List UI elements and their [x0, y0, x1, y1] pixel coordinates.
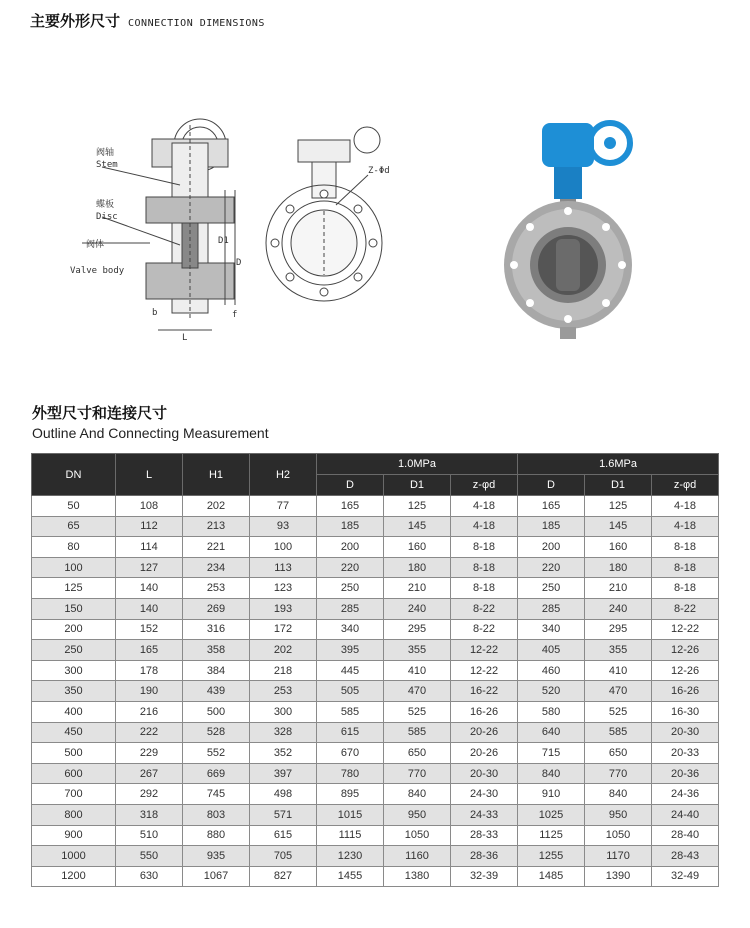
table-cell: 1050	[384, 825, 451, 846]
group-1-6mpa: 1.6MPa	[518, 454, 719, 475]
table-cell: 8-22	[451, 619, 518, 640]
table-cell: 125	[585, 496, 652, 517]
table-cell: 193	[250, 598, 317, 619]
table-cell: 285	[317, 598, 384, 619]
table-cell: 470	[384, 681, 451, 702]
table-cell: 250	[518, 578, 585, 599]
col-d-1-6mpa: D	[518, 475, 585, 496]
table-cell: 4-18	[451, 516, 518, 537]
top-heading-en: CONNECTION DIMENSIONS	[128, 18, 265, 29]
table-cell: 715	[518, 743, 585, 764]
table-cell: 16-22	[451, 681, 518, 702]
table-cell: 1255	[518, 846, 585, 867]
table-cell: 450	[32, 722, 116, 743]
table-cell: 585	[317, 701, 384, 722]
table-row	[32, 537, 719, 558]
table-cell: 395	[317, 640, 384, 661]
table-cell: 220	[317, 557, 384, 578]
table-cell: 213	[183, 516, 250, 537]
table-cell: 24-30	[451, 784, 518, 805]
table-cell: 125	[32, 578, 116, 599]
table-heading	[32, 402, 269, 441]
table-cell: 1160	[384, 846, 451, 867]
table-heading-cn: 外型尺寸和连接尺寸	[32, 404, 168, 422]
table-cell: 300	[250, 701, 317, 722]
table-cell: 300	[32, 660, 116, 681]
table-cell: 505	[317, 681, 384, 702]
table-cell: 127	[116, 557, 183, 578]
table-cell: 640	[518, 722, 585, 743]
table-cell: 1015	[317, 804, 384, 825]
label-body-cn: 阀体	[86, 240, 105, 250]
table-cell: 880	[183, 825, 250, 846]
table-cell: 585	[585, 722, 652, 743]
table-cell: 4-18	[652, 516, 719, 537]
table-cell: 125	[384, 496, 451, 517]
front-view-drawing	[266, 127, 382, 301]
table-cell: 180	[384, 557, 451, 578]
table-cell: 669	[183, 763, 250, 784]
table-cell: 20-36	[652, 763, 719, 784]
table-cell: 900	[32, 825, 116, 846]
table-cell: 445	[317, 660, 384, 681]
table-cell: 827	[250, 866, 317, 887]
table-cell: 410	[585, 660, 652, 681]
table-cell: 1050	[585, 825, 652, 846]
table-cell: 705	[250, 846, 317, 867]
table-cell: 285	[518, 598, 585, 619]
table-cell: 1390	[585, 866, 652, 887]
table-row	[32, 660, 719, 681]
table-cell: 269	[183, 598, 250, 619]
table-cell: 20-26	[451, 743, 518, 764]
table-cell: 950	[384, 804, 451, 825]
table-cell: 615	[250, 825, 317, 846]
table-cell: 112	[116, 516, 183, 537]
table-cell: 16-26	[451, 701, 518, 722]
table-cell: 28-43	[652, 846, 719, 867]
table-row	[32, 743, 719, 764]
table-cell: 200	[518, 537, 585, 558]
table-cell: 780	[317, 763, 384, 784]
table-cell: 615	[317, 722, 384, 743]
table-body	[32, 496, 719, 887]
table-row	[32, 701, 719, 722]
table-cell: 28-33	[451, 825, 518, 846]
table-cell: 234	[183, 557, 250, 578]
table-cell: 550	[116, 846, 183, 867]
table-cell: 500	[32, 743, 116, 764]
table-cell: 200	[317, 537, 384, 558]
table-cell: 140	[116, 578, 183, 599]
table-cell: 220	[518, 557, 585, 578]
table-cell: 1170	[585, 846, 652, 867]
table-cell: 200	[32, 619, 116, 640]
table-cell: 650	[585, 743, 652, 764]
table-cell: 222	[116, 722, 183, 743]
table-cell: 267	[116, 763, 183, 784]
table-cell: 840	[518, 763, 585, 784]
valve-drawings-svg	[30, 95, 710, 355]
table-cell: 520	[518, 681, 585, 702]
table-cell: 498	[250, 784, 317, 805]
table-cell: 1230	[317, 846, 384, 867]
table-cell: 745	[183, 784, 250, 805]
table-cell: 1380	[384, 866, 451, 887]
label-d1: D1	[218, 236, 229, 246]
table-cell: 16-30	[652, 701, 719, 722]
table-cell: 229	[116, 743, 183, 764]
table-cell: 160	[585, 537, 652, 558]
table-cell: 152	[116, 619, 183, 640]
table-cell: 405	[518, 640, 585, 661]
table-cell: 12-22	[451, 660, 518, 681]
table-cell: 8-18	[652, 578, 719, 599]
table-cell: 20-30	[451, 763, 518, 784]
table-cell: 12-26	[652, 640, 719, 661]
table-cell: 1125	[518, 825, 585, 846]
table-row	[32, 681, 719, 702]
table-cell: 77	[250, 496, 317, 517]
table-cell: 840	[585, 784, 652, 805]
table-cell: 210	[384, 578, 451, 599]
table-cell: 585	[384, 722, 451, 743]
col-h1: H1	[183, 454, 250, 496]
table-cell: 145	[384, 516, 451, 537]
table-cell: 935	[183, 846, 250, 867]
table-cell: 210	[585, 578, 652, 599]
table-cell: 510	[116, 825, 183, 846]
table-cell: 240	[384, 598, 451, 619]
table-cell: 1115	[317, 825, 384, 846]
label-stem-en: Stem	[96, 160, 118, 170]
table-cell: 525	[585, 701, 652, 722]
label-body-en: Valve body	[70, 266, 125, 276]
table-cell: 12-22	[451, 640, 518, 661]
table-cell: 150	[32, 598, 116, 619]
table-cell: 358	[183, 640, 250, 661]
table-cell: 8-22	[451, 598, 518, 619]
label-disc-cn: 蝶板	[96, 200, 115, 210]
table-cell: 28-36	[451, 846, 518, 867]
table-row	[32, 825, 719, 846]
label-b: b	[152, 308, 158, 318]
table-cell: 12-22	[652, 619, 719, 640]
table-cell: 202	[183, 496, 250, 517]
table-cell: 439	[183, 681, 250, 702]
table-cell: 770	[384, 763, 451, 784]
table-cell: 950	[585, 804, 652, 825]
valve-drawings	[30, 95, 710, 355]
table-cell: 24-40	[652, 804, 719, 825]
table-cell: 580	[518, 701, 585, 722]
table-cell: 460	[518, 660, 585, 681]
table-cell: 295	[585, 619, 652, 640]
table-cell: 28-40	[652, 825, 719, 846]
col-d1-1-6mpa: D1	[585, 475, 652, 496]
table-cell: 185	[518, 516, 585, 537]
table-cell: 190	[116, 681, 183, 702]
table-cell: 185	[317, 516, 384, 537]
table-row	[32, 763, 719, 784]
table-cell: 384	[183, 660, 250, 681]
table-cell: 8-18	[451, 578, 518, 599]
table-cell: 410	[384, 660, 451, 681]
table-cell: 100	[32, 557, 116, 578]
table-cell: 770	[585, 763, 652, 784]
table-row	[32, 496, 719, 517]
valve-photo	[504, 123, 632, 339]
table-cell: 316	[183, 619, 250, 640]
table-cell: 24-33	[451, 804, 518, 825]
table-cell: 670	[317, 743, 384, 764]
table-cell: 600	[32, 763, 116, 784]
table-cell: 528	[183, 722, 250, 743]
table-cell: 253	[183, 578, 250, 599]
table-cell: 895	[317, 784, 384, 805]
table-cell: 216	[116, 701, 183, 722]
table-row	[32, 846, 719, 867]
table-row	[32, 619, 719, 640]
table-cell: 24-36	[652, 784, 719, 805]
group-1mpa: 1.0MPa	[317, 454, 518, 475]
table-cell: 20-33	[652, 743, 719, 764]
table-cell: 8-18	[652, 557, 719, 578]
table-cell: 4-18	[451, 496, 518, 517]
table-cell: 16-26	[652, 681, 719, 702]
table-cell: 8-18	[451, 537, 518, 558]
table-row	[32, 784, 719, 805]
table-cell: 1200	[32, 866, 116, 887]
table-cell: 552	[183, 743, 250, 764]
table-cell: 328	[250, 722, 317, 743]
table-row	[32, 557, 719, 578]
table-cell: 221	[183, 537, 250, 558]
table-cell: 295	[384, 619, 451, 640]
table-cell: 630	[116, 866, 183, 887]
table-cell: 340	[317, 619, 384, 640]
col-h2: H2	[250, 454, 317, 496]
table-cell: 350	[32, 681, 116, 702]
table-cell: 470	[585, 681, 652, 702]
table-cell: 8-18	[652, 537, 719, 558]
table-cell: 108	[116, 496, 183, 517]
table-cell: 165	[116, 640, 183, 661]
table-cell: 525	[384, 701, 451, 722]
table-cell: 165	[317, 496, 384, 517]
table-cell: 253	[250, 681, 317, 702]
label-disc-en: Disc	[96, 212, 118, 222]
table-cell: 20-26	[451, 722, 518, 743]
table-row	[32, 516, 719, 537]
table-cell: 114	[116, 537, 183, 558]
table-cell: 93	[250, 516, 317, 537]
table-cell: 8-18	[451, 557, 518, 578]
table-row	[32, 722, 719, 743]
label-l: L	[182, 333, 188, 343]
table-cell: 1455	[317, 866, 384, 887]
table-cell: 32-49	[652, 866, 719, 887]
table-row	[32, 804, 719, 825]
table-cell: 1485	[518, 866, 585, 887]
table-row	[32, 866, 719, 887]
table-cell: 800	[32, 804, 116, 825]
table-cell: 218	[250, 660, 317, 681]
table-cell: 50	[32, 496, 116, 517]
table-cell: 250	[32, 640, 116, 661]
table-cell: 700	[32, 784, 116, 805]
table-cell: 803	[183, 804, 250, 825]
table-cell: 12-26	[652, 660, 719, 681]
table-cell: 172	[250, 619, 317, 640]
table-cell: 145	[585, 516, 652, 537]
table-cell: 397	[250, 763, 317, 784]
table-cell: 840	[384, 784, 451, 805]
label-zphid: Z-Φd	[368, 166, 390, 176]
table-cell: 352	[250, 743, 317, 764]
table-cell: 400	[32, 701, 116, 722]
label-d: D	[236, 258, 242, 268]
label-stem-cn: 阀轴	[96, 148, 115, 158]
label-f: f	[232, 310, 238, 320]
table-cell: 32-39	[451, 866, 518, 887]
dimensions-table	[31, 453, 719, 887]
table-heading-en: Outline And Connecting Measurement	[32, 425, 269, 441]
table-cell: 910	[518, 784, 585, 805]
table-cell: 318	[116, 804, 183, 825]
top-heading	[30, 10, 265, 36]
table-cell: 355	[384, 640, 451, 661]
table-cell: 355	[585, 640, 652, 661]
col-zphid-1-6mpa: z-φd	[652, 475, 719, 496]
table-cell: 292	[116, 784, 183, 805]
table-cell: 80	[32, 537, 116, 558]
col-d-1mpa: D	[317, 475, 384, 496]
table-cell: 240	[585, 598, 652, 619]
table-row	[32, 640, 719, 661]
col-dn: DN	[32, 454, 116, 496]
table-cell: 1000	[32, 846, 116, 867]
table-cell: 140	[116, 598, 183, 619]
table-cell: 65	[32, 516, 116, 537]
table-cell: 20-30	[652, 722, 719, 743]
top-heading-cn: 主要外形尺寸	[30, 12, 121, 30]
col-d1-1mpa: D1	[384, 475, 451, 496]
table-cell: 113	[250, 557, 317, 578]
table-row	[32, 598, 719, 619]
table-cell: 123	[250, 578, 317, 599]
table-cell: 180	[585, 557, 652, 578]
table-cell: 1025	[518, 804, 585, 825]
table-cell: 202	[250, 640, 317, 661]
table-cell: 4-18	[652, 496, 719, 517]
table-cell: 500	[183, 701, 250, 722]
table-cell: 1067	[183, 866, 250, 887]
table-cell: 650	[384, 743, 451, 764]
table-cell: 8-22	[652, 598, 719, 619]
table-cell: 340	[518, 619, 585, 640]
col-zphid-1mpa: z-φd	[451, 475, 518, 496]
table-cell: 100	[250, 537, 317, 558]
table-cell: 571	[250, 804, 317, 825]
table-cell: 160	[384, 537, 451, 558]
table-row	[32, 578, 719, 599]
table-cell: 250	[317, 578, 384, 599]
col-l: L	[116, 454, 183, 496]
table-cell: 165	[518, 496, 585, 517]
table-cell: 178	[116, 660, 183, 681]
